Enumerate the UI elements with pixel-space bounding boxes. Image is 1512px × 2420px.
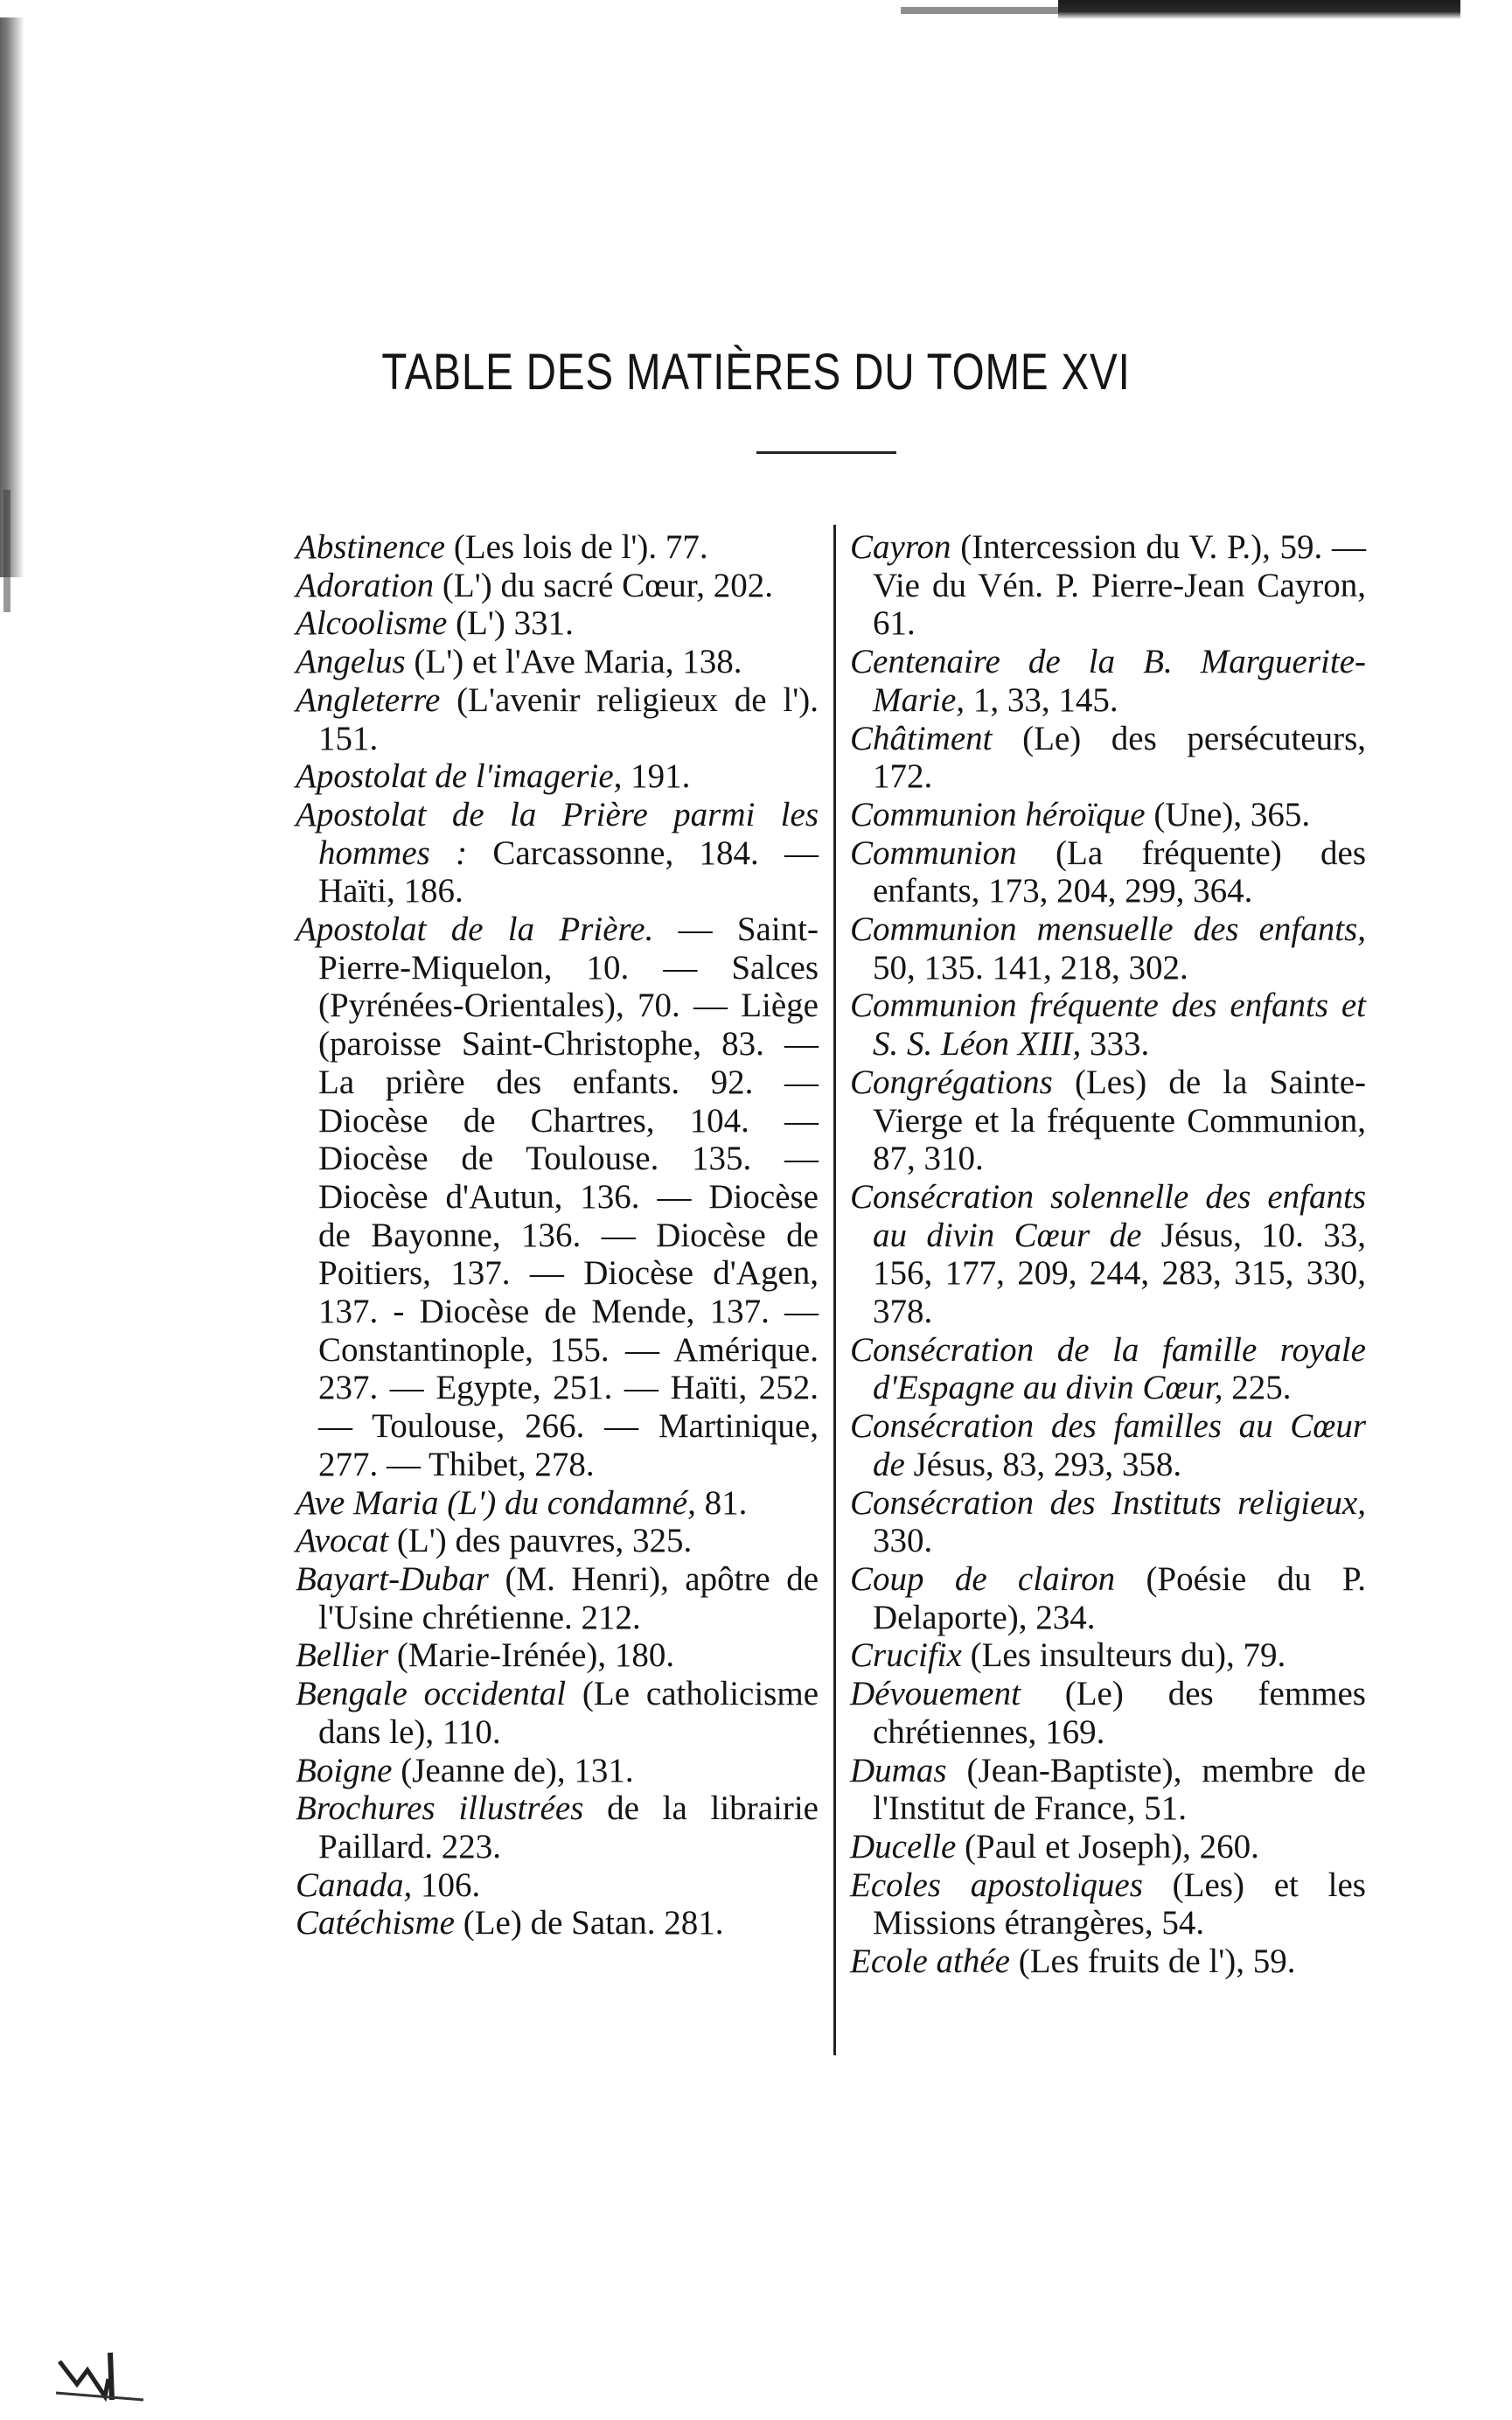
index-entry-detail: Jésus, 10. 33, 156, 177, 209, 244, 283, 315, 330, 378. [873, 1216, 1366, 1331]
index-entry-detail: (M. Henri), apôtre de l'Usine chrétienne. 212. [318, 1559, 819, 1636]
index-entry-heading: Brochures illustrées [296, 1789, 584, 1828]
index-entry-heading: Communion [850, 833, 1017, 872]
index-entry-heading: Bengale occidental [296, 1675, 567, 1713]
index-entry-heading: Coup de clairon [850, 1559, 1116, 1598]
index-entry-heading: Communion fréquente des enfants et S. S. Léon XIII, [850, 987, 1366, 1064]
index-entry [850, 910, 1366, 987]
index-entry [296, 796, 819, 910]
index-entry-heading: Cayron [850, 528, 951, 566]
corner-scribble-icon [52, 2309, 149, 2405]
index-entry [296, 1789, 819, 1866]
index-entry-detail: 191. [622, 757, 691, 796]
index-entry-detail: 330. [873, 1522, 933, 1560]
scan-artifact-top-mark [901, 7, 1058, 14]
index-entry [850, 987, 1366, 1063]
index-entry-detail: (L'avenir religieux de l'). 151. [318, 680, 819, 757]
column-divider [833, 525, 836, 2055]
index-entry-heading: Centenaire de la B. Marguerite-Marie, [850, 643, 1366, 719]
index-entry-heading: Dumas [850, 1751, 947, 1789]
index-entry [296, 1752, 819, 1790]
index-entry-detail: (Les lois de l'). 77. [445, 528, 708, 566]
index-entry [850, 1752, 1366, 1828]
index-entry-detail: (Paul et Joseph), 260. [956, 1827, 1259, 1866]
index-entry-detail: (L') du sacré Cœur, 202. [434, 566, 773, 604]
index-entry-detail: 106. [412, 1866, 481, 1904]
index-entry-detail: (Les) de la Sainte-Vierge et la fréquente Communion, 87, 310. [873, 1063, 1366, 1178]
index-entry-detail: (Les insulteurs du), 79. [961, 1636, 1286, 1675]
index-entry-heading: Crucifix [850, 1636, 962, 1675]
index-entry [850, 1942, 1366, 1981]
index-entry [850, 1675, 1366, 1751]
index-entry [850, 528, 1366, 643]
index-column-right [850, 528, 1366, 1981]
index-entry [296, 1904, 819, 1942]
index-entry-heading: Consécration des familles au Cœur de [850, 1407, 1366, 1483]
scan-artifact-top-bar [1058, 0, 1460, 19]
index-entry [850, 1331, 1366, 1407]
index-entry [850, 1064, 1366, 1178]
index-entry-detail: — Saint-Pierre-Miquelon, 10. — Salces (Pyrénées-Orientales), 70. — Liège (paroisse Saint-Christophe, 83. — La prière des enfants. 92. — Diocèse de Chartres, 104. — Diocèse de Toulouse. 135. — Diocèse d'Autun, 136. — Diocèse de Bayonne, 136. — Diocèse de Poitiers, 137. — Diocèse d'Agen, 137. - Diocèse de Mende, 137. — Constantinople, 155. — Amérique. 237. — Egypte, 251. — Haïti, 252. — Toulouse, 266. — Martinique, 277. — Thibet, 278. [318, 910, 819, 1483]
index-entry-heading: Consécration des Instituts religieux, [850, 1483, 1366, 1522]
index-entry-heading: Consécration de la famille royale d'Espagne au divin Cœur, [850, 1330, 1366, 1407]
index-entry-detail: Jésus, 83, 293, 358. [904, 1445, 1182, 1483]
index-entry-heading: Ave Maria (L') du condamné, [296, 1483, 696, 1522]
index-entry [850, 796, 1366, 834]
index-entry [850, 1407, 1366, 1483]
index-entry-heading: Bayart-Dubar [296, 1559, 489, 1598]
index-entry-detail: (Jeanne de), 131. [392, 1751, 634, 1789]
index-entry-detail: (Les fruits de l'), 59. [1009, 1942, 1296, 1981]
index-entry-detail: 333. [1081, 1025, 1150, 1064]
index-entry [296, 567, 819, 605]
index-entry-heading: Apostolat de la Prière parmi les hommes : [296, 795, 819, 872]
index-entry [850, 1828, 1366, 1866]
index-entry-detail: (Les) et les Missions étrangères, 54. [873, 1866, 1366, 1942]
index-entry [850, 1178, 1366, 1331]
index-entry-heading: Boigne [296, 1751, 393, 1789]
index-entry-detail: (Intercession du V. P.), 59. — Vie du Vén. P. Pierre-Jean Cayron, 61. [873, 528, 1366, 643]
index-entry [850, 643, 1366, 719]
index-entry [850, 1484, 1366, 1560]
index-entry-detail: Carcassonne, 184. — Haïti, 186. [318, 833, 819, 910]
index-entry [296, 681, 819, 757]
index-entry [296, 1866, 819, 1905]
index-entry-detail: 81. [695, 1483, 748, 1522]
index-entry-heading: Bellier [296, 1636, 389, 1675]
index-entry-heading: Châtiment [850, 719, 993, 757]
index-entry-heading: Consécration solennelle des enfants au divin Cœur de [850, 1177, 1366, 1254]
index-entry-heading: Avocat [296, 1522, 389, 1560]
title-underline [756, 451, 896, 454]
index-entry-heading: Adoration [296, 566, 435, 604]
index-entry [850, 1636, 1366, 1675]
index-entry-heading: Apostolat de la Prière. [296, 910, 654, 949]
index-entry [850, 1866, 1366, 1942]
index-entry [296, 604, 819, 643]
index-entry-heading: Alcoolisme [296, 604, 448, 643]
index-entry-detail: (Le) de Satan. 281. [454, 1904, 724, 1942]
index-entry-detail: (L') des pauvres, 325. [388, 1522, 693, 1560]
index-entry-heading: Catéchisme [296, 1904, 455, 1942]
index-entry-detail: (Le) des persécuteurs, 172. [873, 719, 1366, 796]
index-entry-detail: de la librairie Paillard. 223. [318, 1789, 819, 1866]
index-entry-heading: Dévouement [850, 1675, 1021, 1713]
index-entry-detail: (L') et l'Ave Maria, 138. [405, 643, 742, 681]
index-entry-heading: Ecoles apostoliques [850, 1866, 1143, 1904]
index-entry-detail: 1, 33, 145. [965, 680, 1118, 719]
index-entry-detail: (La fréquente) des enfants, 173, 204, 299, 364. [873, 833, 1366, 910]
index-entry-detail: (Le) des femmes chrétiennes, 169. [873, 1675, 1366, 1751]
index-entry-detail: 50, 135. 141, 218, 302. [873, 948, 1188, 987]
index-entry [296, 528, 819, 567]
index-entry [296, 1484, 819, 1523]
index-entry-heading: Apostolat de l'imagerie, [296, 757, 623, 796]
index-entry [296, 1522, 819, 1560]
index-entry-heading: Ecole athée [850, 1942, 1010, 1981]
index-entry [296, 643, 819, 681]
index-column-left [296, 528, 819, 1942]
index-entry-detail: (Jean-Baptiste), membre de l'Institut de France, 51. [873, 1751, 1366, 1828]
scan-artifact-corner [52, 2309, 149, 2405]
index-entry-detail: (Le catholicisme dans le), 110. [318, 1675, 819, 1751]
index-entry-detail: (Poésie du P. Delaporte), 234. [873, 1559, 1366, 1636]
index-entry [850, 720, 1366, 796]
index-entry [296, 757, 819, 796]
index-entry-heading: Abstinence [296, 528, 446, 566]
index-entry-detail: 225. [1223, 1369, 1292, 1407]
index-entry [850, 1560, 1366, 1636]
index-entry-detail: (Marie-Irénée), 180. [388, 1636, 675, 1675]
index-entry-heading: Congrégations [850, 1063, 1053, 1101]
index-entry [296, 1675, 819, 1751]
index-entry-heading: Angleterre [296, 680, 441, 719]
index-entry-detail: (Une), 365. [1145, 795, 1311, 833]
index-entry [296, 1636, 819, 1675]
index-entry-heading: Ducelle [850, 1827, 957, 1866]
scan-artifact-left-mark [3, 490, 10, 612]
page-title: TABLE DES MATIÈRES DU TOME XVI [381, 344, 1131, 401]
index-entry [850, 834, 1366, 910]
index-entry-heading: Communion mensuelle des enfants, [850, 910, 1366, 949]
index-entry [296, 910, 819, 1484]
index-entry-heading: Communion héroïque [850, 795, 1146, 833]
index-entry-detail: (L') 331. [447, 604, 574, 643]
index-entry-heading: Canada, [296, 1866, 413, 1904]
index-entry [296, 1560, 819, 1636]
index-entry-heading: Angelus [296, 643, 406, 681]
